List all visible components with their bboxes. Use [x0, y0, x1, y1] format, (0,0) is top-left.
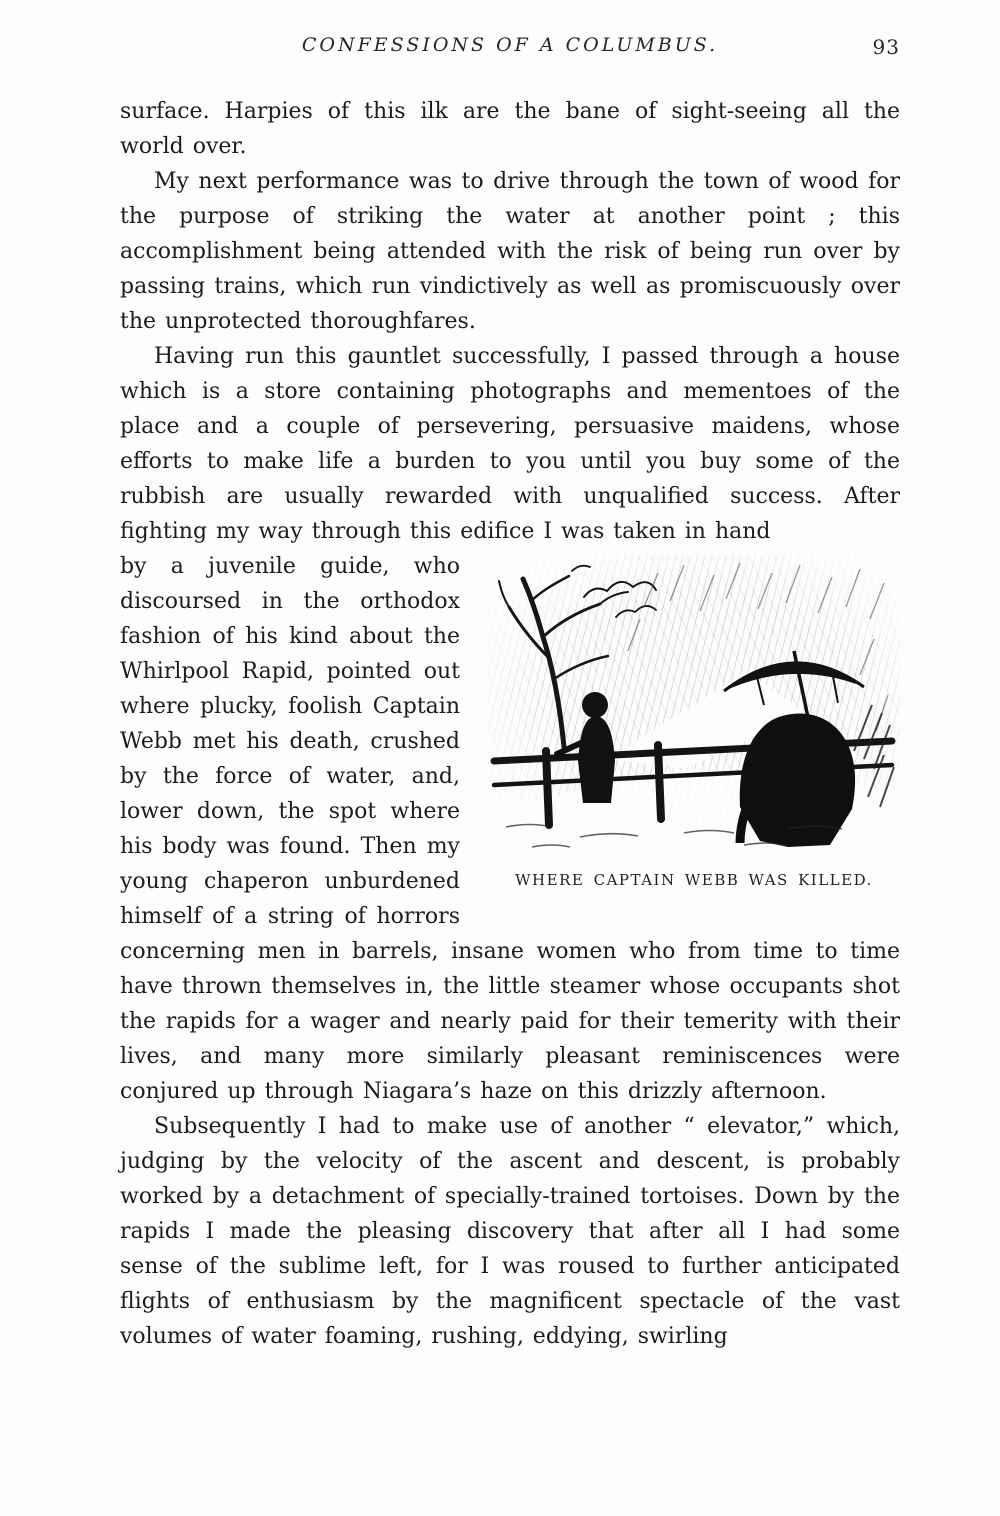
running-head-title: CONFESSIONS OF A COLUMBUS.: [301, 34, 719, 56]
paragraph-3-wrap-block: [120, 549, 900, 1109]
paragraph-3-part-b: by a juvenile guide, who discoursed in the orthodox fashion of his kind about the Whirlpool Rapid, pointed out where plucky, foolish Captain Webb met his death, crushed by the force of water, and, lower down, the spot where his body was found. Then my young chaperon unburdened himself of a string of horrors concerning men in barrels, insane women who from time to time have thrown themselves in, the little steamer whose occupants shot the rapids for a wager and nearly paid for their temerity with their lives, and many more similarly pleasant reminiscences were conjured up through Niagara’s haze on this drizzly afternoon.: [120, 554, 900, 1104]
paragraph-4: Subsequently I had to make use of another “ elevator,” which, judging by the velocity of the ascent and descent, is probably worked by a detachment of specially-trained tortoises. Down by the rapids I made the pleasing discovery that after all I had some sense of the sublime left, for I was roused to further anticipated flights of enthusiasm by the magnificent spectacle of the vast volumes of water foaming, rushing, eddying, swirling: [120, 1114, 900, 1349]
paragraph-2: My next performance was to drive through the town of wood for the purpose of striking the water at another point ; this accomplishment being attended with the risk of being run over by passing trains, which run vindictively as well as promiscuously over the unprotected thoroughfares.: [120, 169, 900, 334]
captain-webb-illustration: [488, 555, 900, 851]
ink-sketch-art: [488, 555, 900, 851]
running-head: [120, 34, 900, 62]
figure-caption: WHERE CAPTAIN WEBB WAS KILLED.: [515, 871, 873, 889]
page-body: [120, 94, 900, 1354]
paragraph-1: surface. Harpies of this ilk are the bane of sight-seeing all the world over.: [120, 99, 900, 159]
paragraph-3-part-a: Having run this gauntlet successfully, I passed through a house which is a store containing photographs and mementoes of the place and a couple of persevering, persuasive maidens, whose efforts to make life a burden to you until you buy some of the rubbish are usually rewarded with unqualified success. After fighting my way through this edifice I was taken in hand: [120, 344, 900, 544]
page-number: 93: [872, 35, 900, 59]
illustration-figure: [488, 555, 900, 898]
